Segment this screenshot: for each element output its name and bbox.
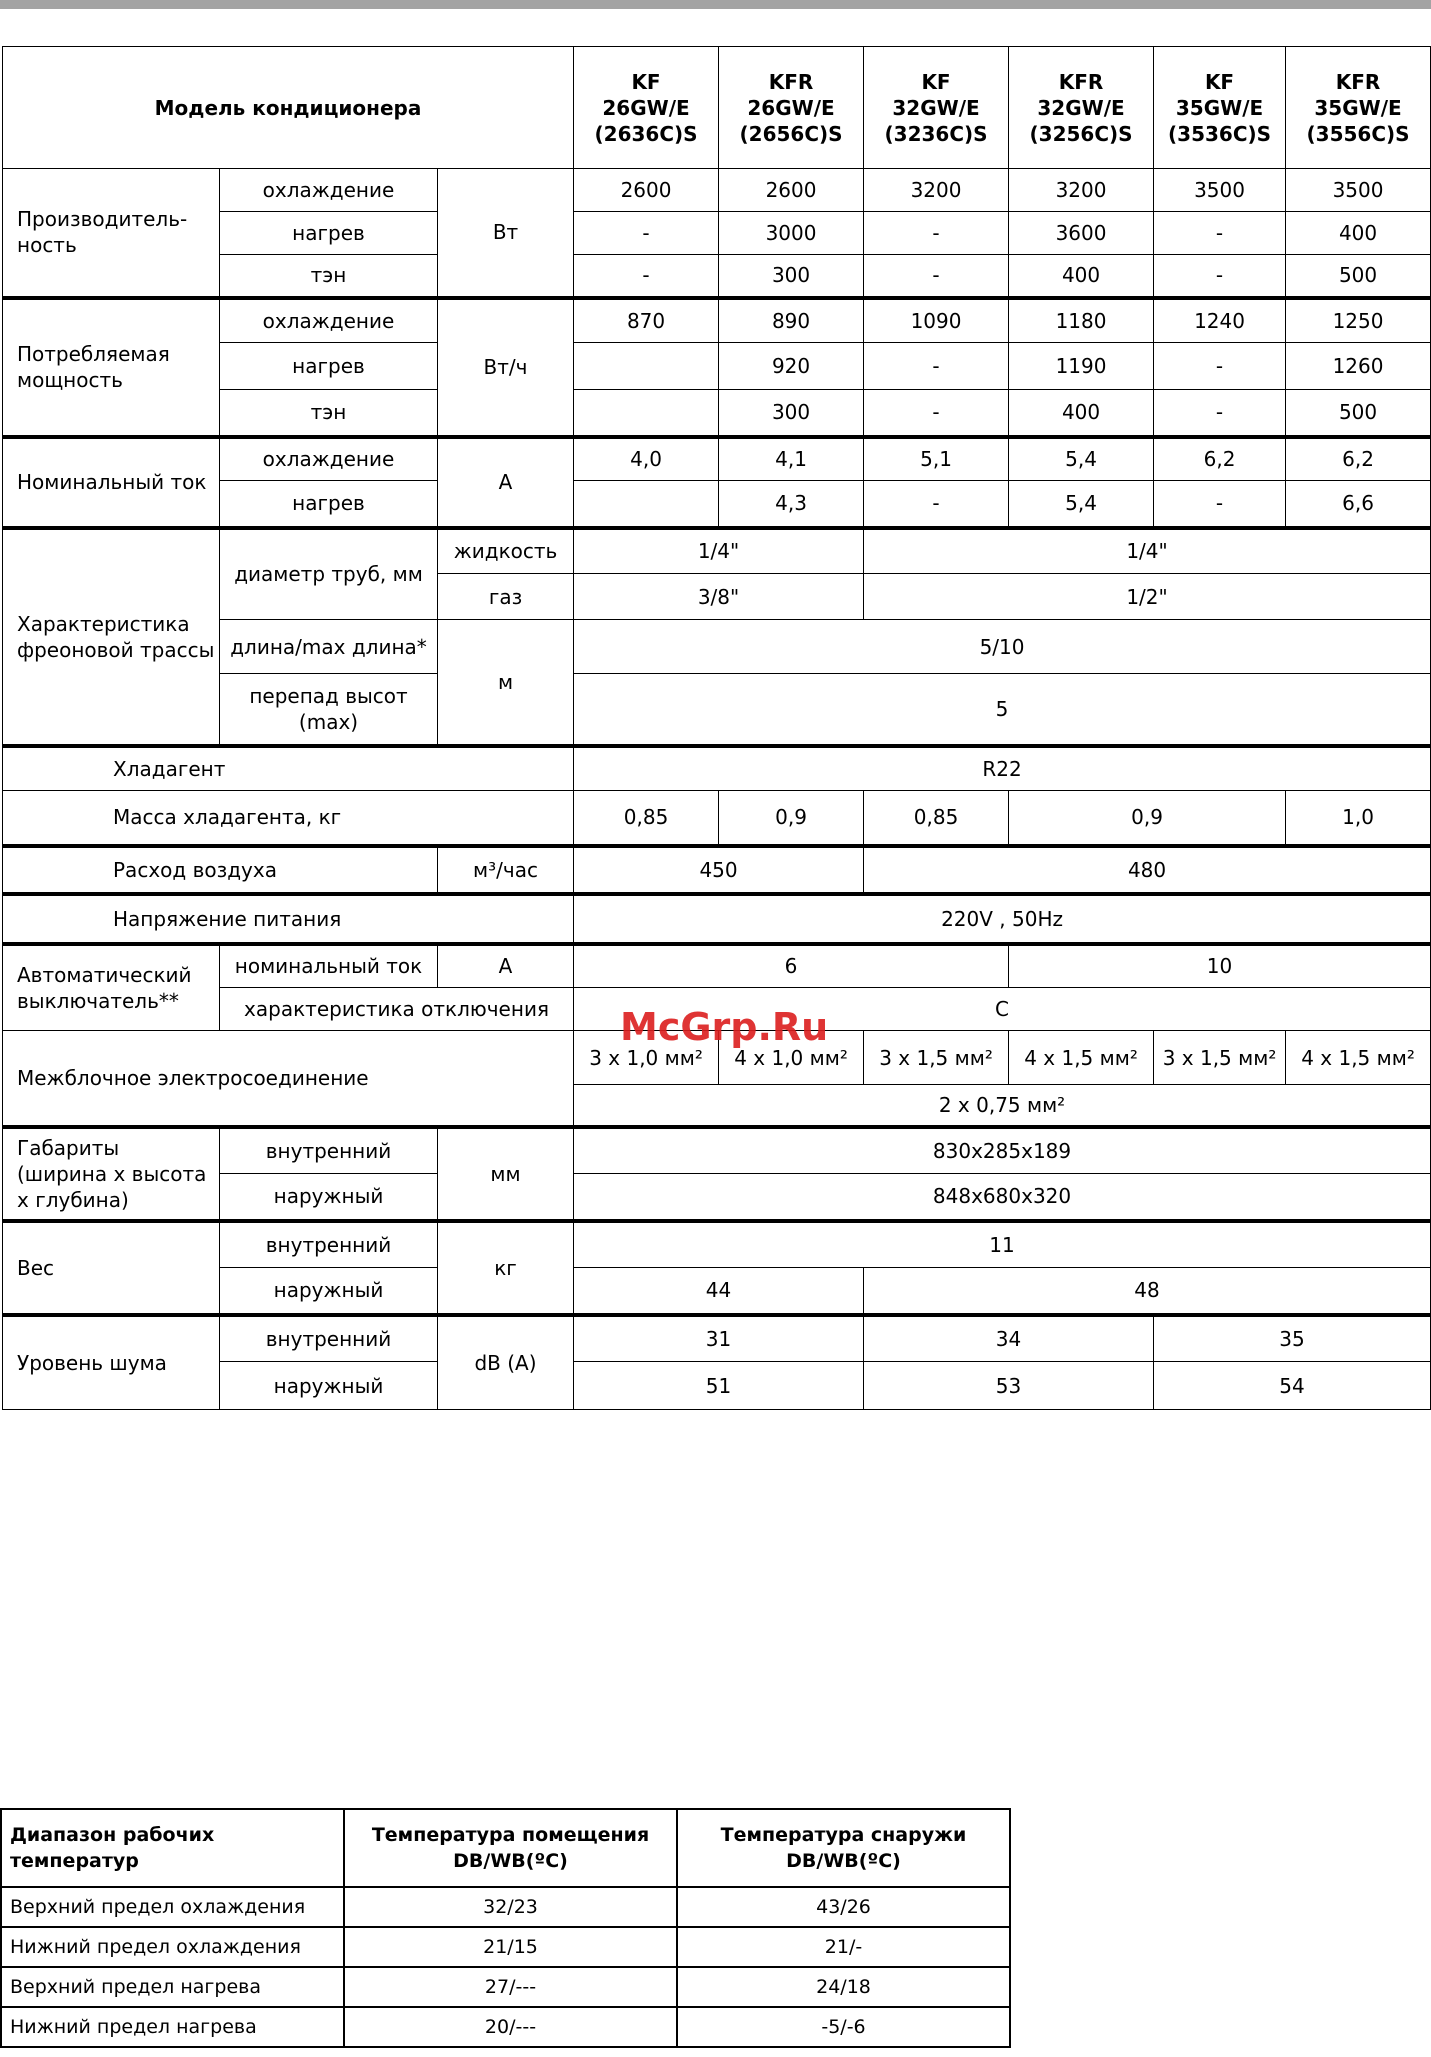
temp-row: [1, 1967, 1010, 2007]
model-col-4: KFR 32GW/E (3256C)S: [1009, 47, 1154, 169]
temp-header: Температура помещения DB/WB(ºC): [344, 1809, 677, 1887]
model-col-5: KF 35GW/E (3536C)S: [1154, 47, 1286, 169]
value-cell: -: [1154, 255, 1286, 298]
spec-table: [2, 46, 1431, 1410]
indoor-label: внутренний: [220, 1127, 438, 1174]
value-cell: [574, 343, 719, 390]
value-cell: [574, 481, 719, 528]
trip-characteristic-label: характеристика отключения: [220, 988, 574, 1031]
performance-label: Производитель-ность: [3, 169, 220, 298]
temperature-range-table: [0, 1808, 1011, 2048]
value-cell: -: [864, 343, 1009, 390]
interconnect-label: Межблочное электросоединение: [3, 1031, 574, 1127]
value-cell: [574, 390, 719, 437]
model-col-1: KF 26GW/E (2636C)S: [574, 47, 719, 169]
weight-label: Вес: [3, 1221, 220, 1315]
header-row: [3, 47, 1431, 169]
length-label: длина/max длина*: [220, 620, 438, 674]
value-cell: 3500: [1286, 169, 1431, 212]
value-cell: 0,9: [1009, 791, 1286, 846]
value-cell: 4 x 1,0 мм²: [719, 1031, 864, 1085]
value-cell: 400: [1286, 212, 1431, 255]
value-cell: C: [574, 988, 1431, 1031]
value-cell: 890: [719, 298, 864, 343]
freon-row: [3, 528, 1431, 574]
value-cell: 35: [1154, 1315, 1431, 1362]
refrigerant-label: Хладагент: [3, 746, 574, 791]
model-label: Модель кондиционера: [3, 47, 574, 169]
value-cell: 1240: [1154, 298, 1286, 343]
value-cell: 4 x 1,5 мм²: [1009, 1031, 1154, 1085]
outdoor-label: наружный: [220, 1362, 438, 1410]
mode-cell: тэн: [220, 255, 438, 298]
temp-label: Нижний предел охлаждения: [1, 1927, 344, 1967]
breaker-row: [3, 944, 1431, 988]
unit-cell: Вт: [438, 169, 574, 298]
value-cell: 870: [574, 298, 719, 343]
temp-value: -5/-6: [677, 2007, 1010, 2047]
value-cell: 2600: [574, 169, 719, 212]
weight-row: [3, 1221, 1431, 1268]
temp-row: [1, 1887, 1010, 1927]
value-cell: 1/4": [574, 528, 864, 574]
value-cell: 10: [1009, 944, 1431, 988]
voltage-row: [3, 894, 1431, 944]
model-col-6: KFR 35GW/E (3556C)S: [1286, 47, 1431, 169]
temp-value: 43/26: [677, 1887, 1010, 1927]
value-cell: 6,6: [1286, 481, 1431, 528]
temp-header-row: [1, 1809, 1010, 1887]
value-cell: 5: [574, 674, 1431, 746]
value-cell: 4,0: [574, 437, 719, 481]
temp-row: [1, 2007, 1010, 2047]
value-cell: 6,2: [1286, 437, 1431, 481]
temp-row: [1, 1927, 1010, 1967]
value-cell: 2600: [719, 169, 864, 212]
value-cell: 400: [1009, 390, 1154, 437]
indoor-label: внутренний: [220, 1315, 438, 1362]
value-cell: 480: [864, 846, 1431, 894]
value-cell: 1250: [1286, 298, 1431, 343]
top-gray-bar: [0, 0, 1431, 9]
unit-cell: кг: [438, 1221, 574, 1315]
value-cell: 5,4: [1009, 437, 1154, 481]
value-cell: 5/10: [574, 620, 1431, 674]
value-cell: 1/2": [864, 574, 1431, 620]
value-cell: 51: [574, 1362, 864, 1410]
refrigerant-mass-label: Масса хладагента, кг: [3, 791, 574, 846]
value-cell: -: [574, 255, 719, 298]
value-cell: -: [864, 212, 1009, 255]
value-cell: 3500: [1154, 169, 1286, 212]
value-cell: 3 x 1,5 мм²: [864, 1031, 1009, 1085]
temp-value: 27/---: [344, 1967, 677, 2007]
airflow-label: Расход воздуха: [3, 846, 438, 894]
unit-cell: Вт/ч: [438, 298, 574, 437]
value-cell: 6: [574, 944, 1009, 988]
value-cell: 920: [719, 343, 864, 390]
value-cell: 3200: [864, 169, 1009, 212]
value-cell: 300: [719, 255, 864, 298]
outdoor-label: наружный: [220, 1268, 438, 1315]
height-label: перепад высот (max): [220, 674, 438, 746]
dimensions-label: Габариты (ширина х высота х глубина): [3, 1127, 220, 1221]
value-cell: 5,1: [864, 437, 1009, 481]
value-cell: 0,9: [719, 791, 864, 846]
value-cell: 11: [574, 1221, 1431, 1268]
value-cell: 1090: [864, 298, 1009, 343]
temp-label: Нижний предел нагрева: [1, 2007, 344, 2047]
temp-label: Верхний предел нагрева: [1, 1967, 344, 2007]
temp-value: 21/-: [677, 1927, 1010, 1967]
value-cell: 2 x 0,75 мм²: [574, 1085, 1431, 1127]
airflow-row: [3, 846, 1431, 894]
value-cell: 6,2: [1154, 437, 1286, 481]
value-cell: 53: [864, 1362, 1154, 1410]
power-row: [3, 298, 1431, 343]
value-cell: 450: [574, 846, 864, 894]
value-cell: 0,85: [574, 791, 719, 846]
value-cell: 4,3: [719, 481, 864, 528]
value-cell: 830x285x189: [574, 1127, 1431, 1174]
unit-cell: м: [438, 620, 574, 746]
mode-cell: нагрев: [220, 343, 438, 390]
mode-cell: нагрев: [220, 481, 438, 528]
value-cell: R22: [574, 746, 1431, 791]
value-cell: 48: [864, 1268, 1431, 1315]
value-cell: 34: [864, 1315, 1154, 1362]
current-row: [3, 437, 1431, 481]
value-cell: -: [864, 390, 1009, 437]
value-cell: 1190: [1009, 343, 1154, 390]
value-cell: 4,1: [719, 437, 864, 481]
mode-cell: охлаждение: [220, 298, 438, 343]
temp-value: 32/23: [344, 1887, 677, 1927]
value-cell: 3600: [1009, 212, 1154, 255]
value-cell: -: [864, 481, 1009, 528]
temp-value: 21/15: [344, 1927, 677, 1967]
value-cell: -: [864, 255, 1009, 298]
value-cell: 1180: [1009, 298, 1154, 343]
unit-cell: А: [438, 944, 574, 988]
indoor-label: внутренний: [220, 1221, 438, 1268]
value-cell: 1,0: [1286, 791, 1431, 846]
mode-cell: охлаждение: [220, 169, 438, 212]
voltage-label: Напряжение питания: [3, 894, 574, 944]
model-col-3: KF 32GW/E (3236C)S: [864, 47, 1009, 169]
unit-cell: dB (A): [438, 1315, 574, 1410]
model-col-2: KFR 26GW/E (2656C)S: [719, 47, 864, 169]
temp-label: Верхний предел охлаждения: [1, 1887, 344, 1927]
value-cell: 3000: [719, 212, 864, 255]
nominal-current-label: номинальный ток: [220, 944, 438, 988]
value-cell: 848x680x320: [574, 1174, 1431, 1221]
value-cell: 54: [1154, 1362, 1431, 1410]
value-cell: -: [574, 212, 719, 255]
value-cell: 3 x 1,0 мм²: [574, 1031, 719, 1085]
value-cell: 400: [1009, 255, 1154, 298]
value-cell: 3200: [1009, 169, 1154, 212]
value-cell: 5,4: [1009, 481, 1154, 528]
value-cell: 0,85: [864, 791, 1009, 846]
refrigerant-row: [3, 746, 1431, 791]
unit-cell: мм: [438, 1127, 574, 1221]
noise-row: [3, 1315, 1431, 1362]
value-cell: 4 x 1,5 мм²: [1286, 1031, 1431, 1085]
value-cell: 31: [574, 1315, 864, 1362]
liquid-label: жидкость: [438, 528, 574, 574]
value-cell: -: [1154, 343, 1286, 390]
value-cell: 500: [1286, 390, 1431, 437]
temp-header: Температура снаружи DB/WB(ºC): [677, 1809, 1010, 1887]
temp-header: Диапазон рабочих температур: [1, 1809, 344, 1887]
current-label: Номинальный ток: [3, 437, 220, 528]
freon-label: Характеристика фреоновой трассы: [3, 528, 220, 746]
value-cell: 3 x 1,5 мм²: [1154, 1031, 1286, 1085]
pipe-diameter-label: диаметр труб, мм: [220, 528, 438, 620]
mode-cell: тэн: [220, 390, 438, 437]
temp-value: 20/---: [344, 2007, 677, 2047]
outdoor-label: наружный: [220, 1174, 438, 1221]
refrigerant-mass-row: [3, 791, 1431, 846]
value-cell: -: [1154, 212, 1286, 255]
performance-row: [3, 169, 1431, 212]
breaker-label: Автоматический выключатель**: [3, 944, 220, 1031]
unit-cell: А: [438, 437, 574, 528]
mode-cell: нагрев: [220, 212, 438, 255]
value-cell: 44: [574, 1268, 864, 1315]
temp-value: 24/18: [677, 1967, 1010, 2007]
value-cell: 300: [719, 390, 864, 437]
dimensions-row: [3, 1127, 1431, 1174]
watermark: McGrp.Ru: [620, 1005, 829, 1049]
value-cell: 1/4": [864, 528, 1431, 574]
value-cell: -: [1154, 390, 1286, 437]
noise-label: Уровень шума: [3, 1315, 220, 1410]
unit-cell: м³/час: [438, 846, 574, 894]
value-cell: 220V , 50Hz: [574, 894, 1431, 944]
mode-cell: охлаждение: [220, 437, 438, 481]
gas-label: газ: [438, 574, 574, 620]
value-cell: -: [1154, 481, 1286, 528]
value-cell: 1260: [1286, 343, 1431, 390]
value-cell: 3/8": [574, 574, 864, 620]
value-cell: 500: [1286, 255, 1431, 298]
power-label: Потребляемая мощность: [3, 298, 220, 437]
